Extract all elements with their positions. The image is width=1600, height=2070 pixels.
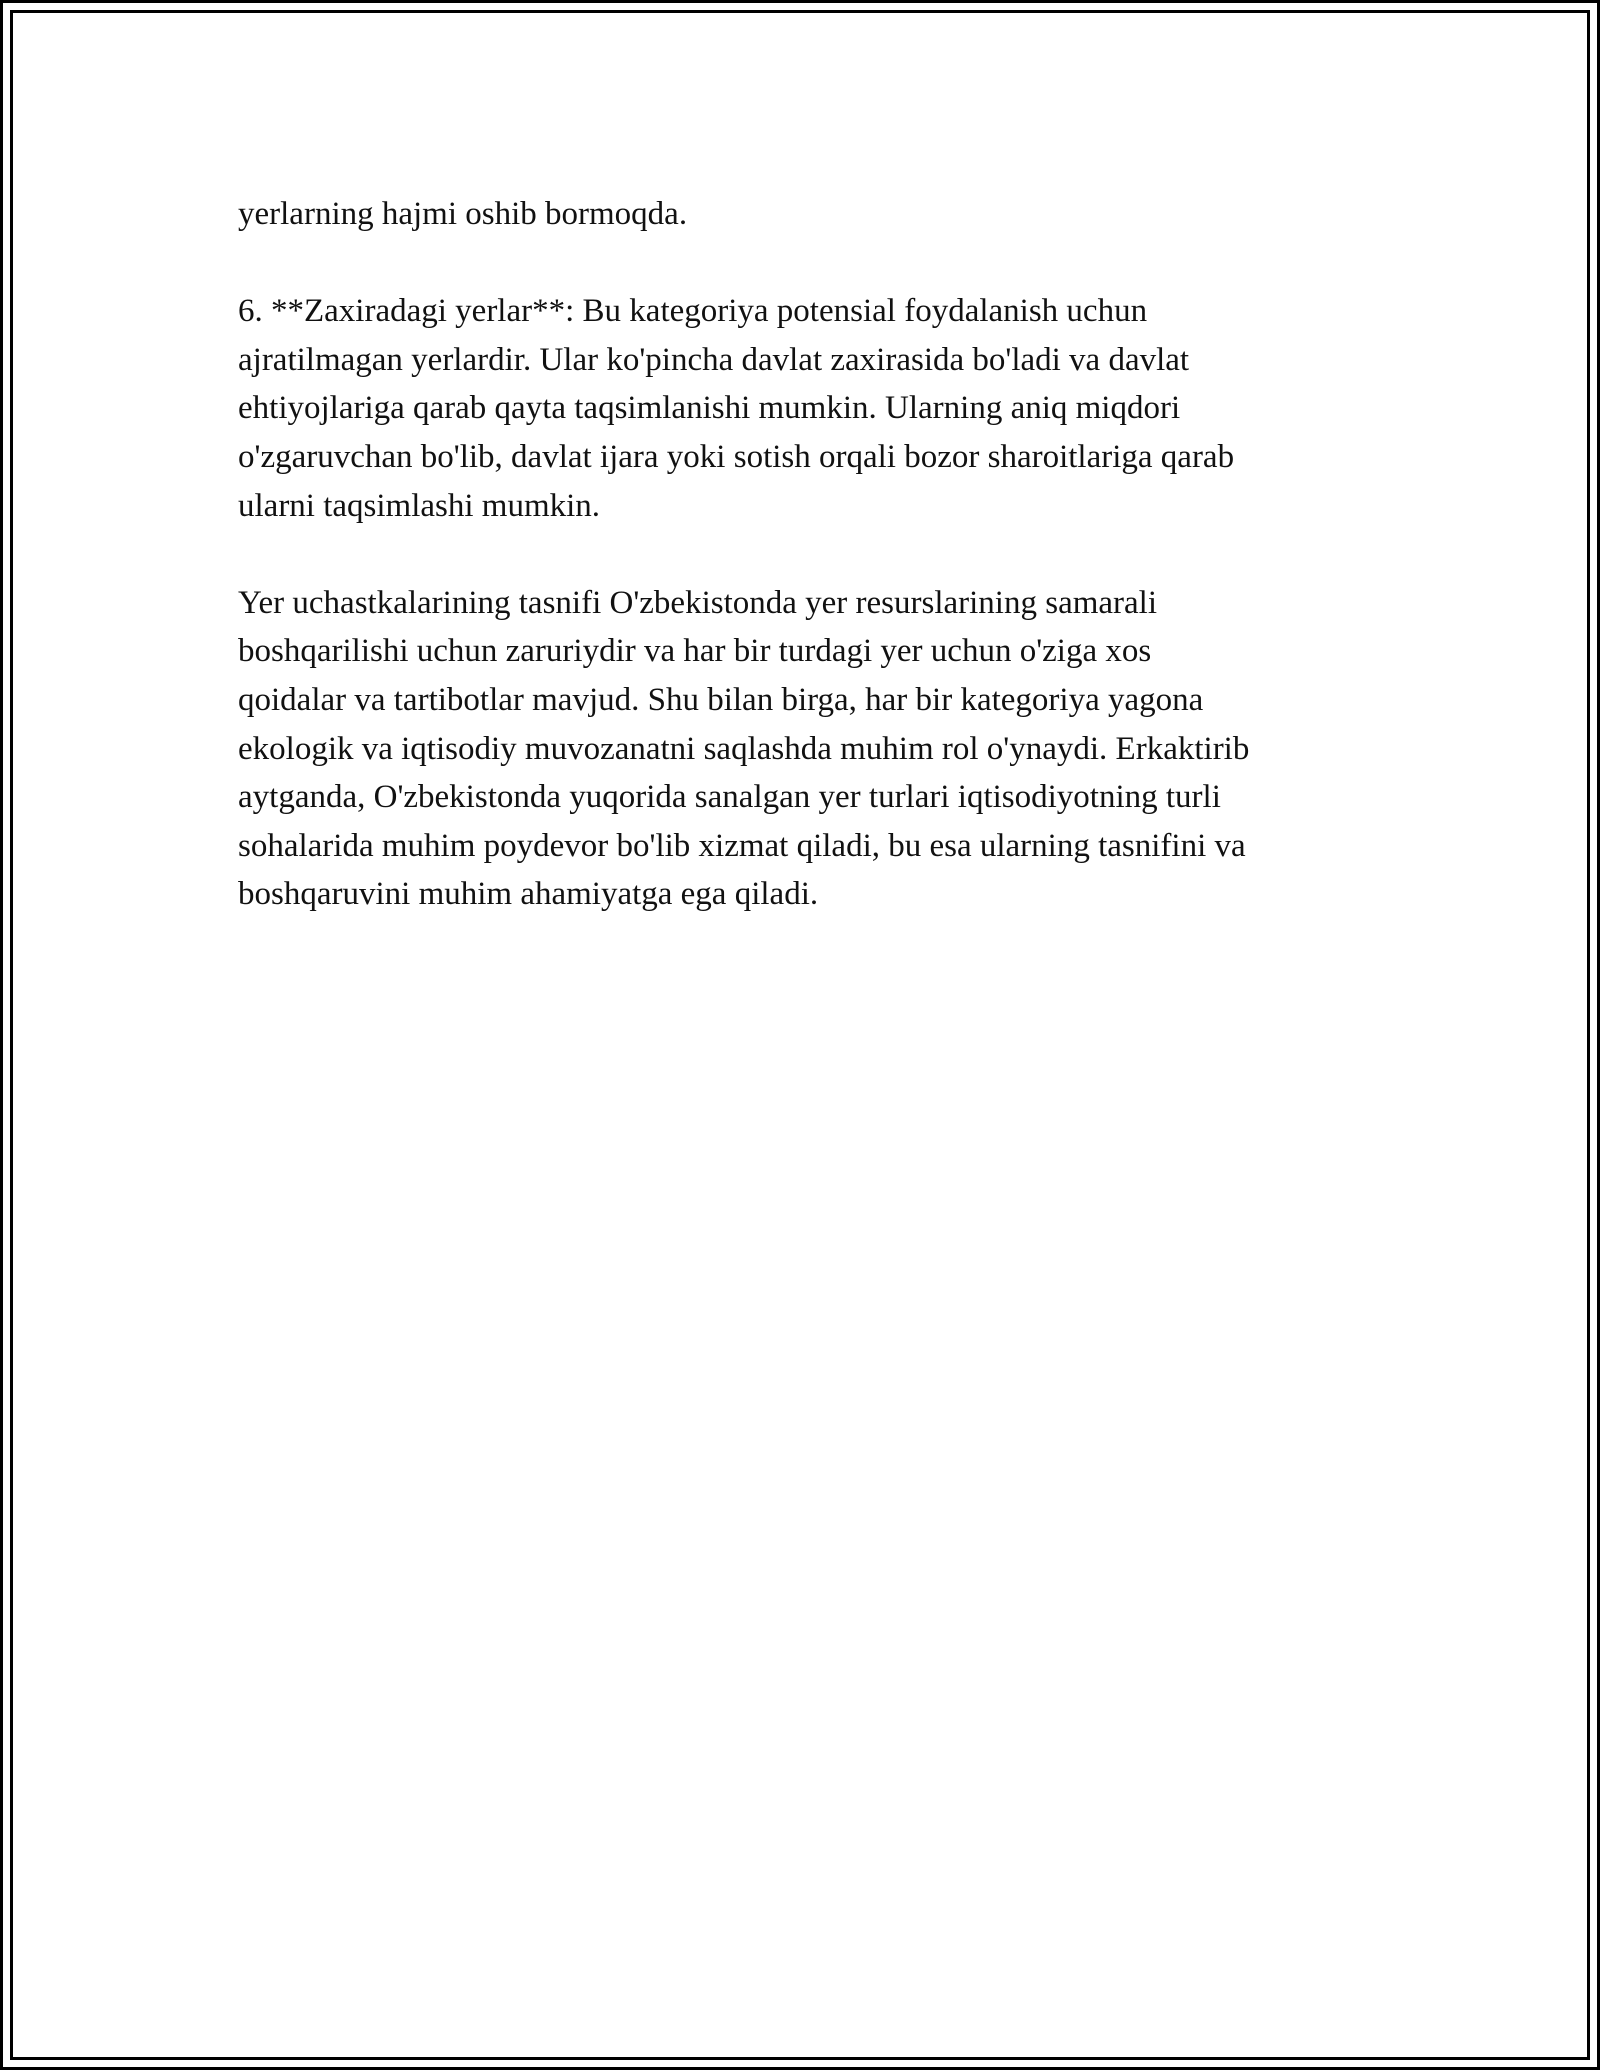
text-line: boshqarilishi uchun zaruriydir va har bir turdagi yer uchun o'ziga xos bbox=[238, 633, 1152, 670]
text-line: ehtiyojlariga qarab qayta taqsimlanishi mumkin. Ularning aniq miqdori bbox=[238, 390, 1181, 427]
text-line: 6. **Zaxiradagi yerlar**: Bu kategoriya potensial foydalanish uchun bbox=[238, 293, 1148, 330]
paragraph-continuation bbox=[238, 190, 1378, 239]
paragraph-conclusion bbox=[238, 579, 1378, 919]
text-line: yerlarning hajmi oshib bormoqda. bbox=[238, 196, 688, 232]
text-line: ularni taqsimlashi mumkin. bbox=[238, 487, 601, 524]
text-line: o'zgaruvchan bo'lib, davlat ijara yoki sotish orqali bozor sharoitlariga qarab bbox=[238, 438, 1235, 475]
document-body bbox=[238, 190, 1378, 968]
text-line: ekologik va iqtisodiy muvozanatni saqlashda muhim rol o'ynaydi. Erkaktirib bbox=[238, 730, 1250, 767]
text-line: ajratilmagan yerlardir. Ular ko'pincha davlat zaxirasida bo'ladi va davlat bbox=[238, 341, 1190, 378]
text-line: boshqaruvini muhim ahamiyatga ega qiladi. bbox=[238, 876, 819, 913]
text-line: sohalarida muhim poydevor bo'lib xizmat qiladi, bu esa ularning tasnifini va bbox=[238, 827, 1246, 864]
paragraph-reserve-lands bbox=[238, 287, 1378, 530]
text-line: Yer uchastkalarining tasnifi O'zbekistonda yer resurslarining samarali bbox=[238, 584, 1158, 621]
text-line: aytganda, O'zbekistonda yuqorida sanalgan yer turlari iqtisodiyotning turli bbox=[238, 779, 1221, 816]
text-line: qoidalar va tartibotlar mavjud. Shu bilan birga, har bir kategoriya yagona bbox=[238, 681, 1204, 718]
